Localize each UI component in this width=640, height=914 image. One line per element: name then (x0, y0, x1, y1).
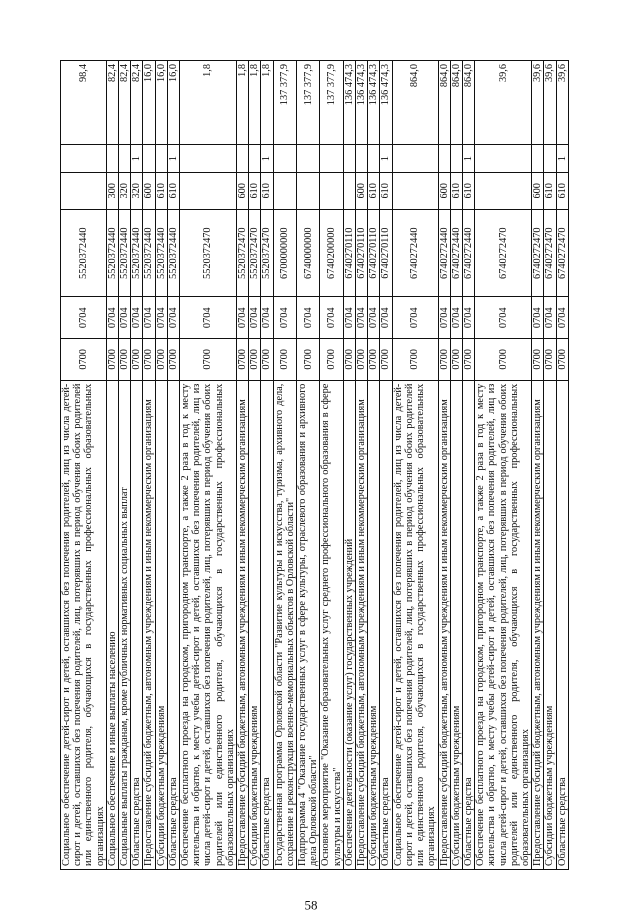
budget-table (60, 60, 569, 870)
funding-source-code (180, 145, 237, 172)
table-row (261, 61, 273, 870)
row-name: Субсидии бюджетным учреждениям (249, 380, 261, 869)
section-code: 0700 (261, 339, 273, 381)
amount: 16,0 (167, 61, 179, 145)
expense-type-code: 610 (249, 172, 261, 209)
funding-source-code (273, 145, 296, 172)
subsection-code: 0704 (119, 297, 131, 339)
section-code: 0700 (450, 339, 462, 381)
amount: 82,4 (106, 61, 118, 145)
subsection-code: 0704 (356, 297, 368, 339)
funding-source-code: 1 (261, 145, 273, 172)
target-article-code: 6740272440 (462, 209, 474, 297)
row-name: Государственная программа Орловской области "Развитие культуры и искусства, туризма, архивного дела, сохранение и реконструкция военно-мемориальных объектов в Орловской области" (273, 380, 296, 869)
section-code: 0700 (237, 339, 249, 381)
subsection-code: 0704 (167, 297, 179, 339)
expense-type-code: 610 (450, 172, 462, 209)
section-code: 0700 (556, 339, 568, 381)
section-code: 0700 (356, 339, 368, 381)
expense-type-code (475, 172, 532, 209)
target-article-code: 5520372470 (180, 209, 237, 297)
section-code: 0700 (249, 339, 261, 381)
amount: 136 474,3 (380, 61, 392, 145)
amount: 39,6 (475, 61, 532, 145)
target-article-code: 6740270110 (380, 209, 392, 297)
funding-source-code (544, 145, 556, 172)
row-name: Обеспечение деятельности (оказание услуг) государственных учреждений (343, 380, 355, 869)
row-name: Обеспечение бесплатного проезда на городском, пригородном транспорте, а также 2 раза в год к месту жительства и обратно, к месту учебы детей-сирот и детей, оставшихся без попечения родителей, лиц из числа детей-сирот и детей, оставшихся без попечения родителей, лиц, потерявших в период обучения обоих родителей или единственного родителя, обучающихся в государственных профессиональных образовательных организациях (180, 380, 237, 869)
table-row (462, 61, 474, 870)
amount: 98,4 (61, 61, 107, 145)
amount: 16,0 (155, 61, 167, 145)
funding-source-code: 1 (556, 145, 568, 172)
amount: 864,0 (462, 61, 474, 145)
row-name: Предоставление субсидий бюджетным, автономным учреждениям и иным некоммерческим организациям (532, 380, 544, 869)
table-row (249, 61, 261, 870)
funding-source-code (143, 145, 155, 172)
subsection-code: 0704 (237, 297, 249, 339)
section-code: 0700 (462, 339, 474, 381)
subsection-code: 0704 (180, 297, 237, 339)
expense-type-code: 300 (106, 172, 118, 209)
amount: 136 474,3 (368, 61, 380, 145)
target-article-code: 6740272470 (544, 209, 556, 297)
target-article-code: 6740000000 (297, 209, 320, 297)
table-row (155, 61, 167, 870)
row-name: Социальное обеспечение детей-сирот и детей, оставшихся без попечения родителей, лиц из числа детей-сирот и детей, оставшихся без попечения родителей, лиц, потерявших в период обучения обоих родителей или единственного родителя, обучающихся в государственных профессиональных образовательных организациях (61, 380, 107, 869)
row-name: Областные средства (261, 380, 273, 869)
subsection-code: 0704 (261, 297, 273, 339)
subsection-code: 0704 (61, 297, 107, 339)
table-row (532, 61, 544, 870)
funding-source-code: 1 (131, 145, 143, 172)
funding-source-code (106, 145, 118, 172)
section-code: 0700 (106, 339, 118, 381)
subsection-code: 0704 (143, 297, 155, 339)
subsection-code: 0704 (343, 297, 355, 339)
expense-type-code: 320 (131, 172, 143, 209)
row-name: Предоставление субсидий бюджетным, автономным учреждениям и иным некоммерческим организациям (237, 380, 249, 869)
target-article-code: 5520372440 (61, 209, 107, 297)
funding-source-code (119, 145, 131, 172)
expense-type-code: 610 (462, 172, 474, 209)
section-code: 0700 (343, 339, 355, 381)
section-code: 0700 (131, 339, 143, 381)
section-code: 0700 (368, 339, 380, 381)
table-row (392, 61, 438, 870)
amount: 136 474,3 (356, 61, 368, 145)
subsection-code: 0704 (368, 297, 380, 339)
expense-type-code: 600 (532, 172, 544, 209)
amount: 137 377,9 (273, 61, 296, 145)
funding-source-code (450, 145, 462, 172)
amount: 39,6 (544, 61, 556, 145)
section-code: 0700 (119, 339, 131, 381)
amount: 136 474,3 (343, 61, 355, 145)
funding-source-code (61, 145, 107, 172)
amount: 864,0 (438, 61, 450, 145)
subsection-code: 0704 (556, 297, 568, 339)
section-code: 0700 (320, 339, 343, 381)
row-name: Областные средства (380, 380, 392, 869)
section-code: 0700 (544, 339, 556, 381)
target-article-code: 6740272440 (438, 209, 450, 297)
expense-type-code: 610 (556, 172, 568, 209)
expense-type-code (320, 172, 343, 209)
table-row (131, 61, 143, 870)
table-row (438, 61, 450, 870)
target-article-code: 6740272440 (450, 209, 462, 297)
table-row (106, 61, 118, 870)
section-code: 0700 (532, 339, 544, 381)
target-article-code: 6740270110 (356, 209, 368, 297)
row-name: Субсидии бюджетным учреждениям (155, 380, 167, 869)
expense-type-code: 600 (143, 172, 155, 209)
expense-type-code: 600 (438, 172, 450, 209)
section-code: 0700 (180, 339, 237, 381)
row-name: Субсидии бюджетным учреждениям (544, 380, 556, 869)
row-name: Подпрограмма 4 "Оказание государственных услуг в сфере культуры, отраслевого образования и архивного дела Орловской области" (297, 380, 320, 869)
subsection-code: 0704 (438, 297, 450, 339)
row-name: Областные средства (462, 380, 474, 869)
funding-source-code (532, 145, 544, 172)
amount: 16,0 (143, 61, 155, 145)
amount: 82,4 (131, 61, 143, 145)
table-row (556, 61, 568, 870)
row-name: Основное мероприятие "Оказание образовательных услуг среднего профессионального образования в сфере культуры и искусства" (320, 380, 343, 869)
table-row (475, 61, 532, 870)
expense-type-code (61, 172, 107, 209)
section-code: 0700 (61, 339, 107, 381)
subsection-code: 0704 (131, 297, 143, 339)
row-name: Областные средства (131, 380, 143, 869)
table-row (237, 61, 249, 870)
table-row (167, 61, 179, 870)
funding-source-code (343, 145, 355, 172)
target-article-code: 5520372440 (106, 209, 118, 297)
table-row (368, 61, 380, 870)
amount: 137 377,9 (297, 61, 320, 145)
page-number: 58 (304, 897, 318, 913)
funding-source-code: 1 (167, 145, 179, 172)
expense-type-code (392, 172, 438, 209)
amount: 1,8 (180, 61, 237, 145)
amount: 1,8 (249, 61, 261, 145)
table-row (450, 61, 462, 870)
row-name: Субсидии бюджетным учреждениям (450, 380, 462, 869)
target-article-code: 5520372440 (119, 209, 131, 297)
section-code: 0700 (155, 339, 167, 381)
amount: 39,6 (532, 61, 544, 145)
table-row (273, 61, 296, 870)
expense-type-code: 320 (119, 172, 131, 209)
row-name: Областные средства (556, 380, 568, 869)
target-article-code: 6740272470 (556, 209, 568, 297)
funding-source-code: 1 (380, 145, 392, 172)
expense-type-code: 610 (380, 172, 392, 209)
target-article-code: 6700000000 (273, 209, 296, 297)
amount: 864,0 (450, 61, 462, 145)
table-row (143, 61, 155, 870)
table-row (380, 61, 392, 870)
table-row (544, 61, 556, 870)
subsection-code: 0704 (106, 297, 118, 339)
subsection-code: 0704 (544, 297, 556, 339)
target-article-code: 6740272470 (475, 209, 532, 297)
section-code: 0700 (392, 339, 438, 381)
section-code: 0700 (143, 339, 155, 381)
row-name: Обеспечение бесплатного проезда на городском, пригородном транспорте, а также 2 раза в год к месту жительства и обратно, к месту учебы детей-сирот и детей, оставшихся без попечения родителей, лиц из числа детей-сирот и детей, оставшихся без попечения родителей, лиц, потерявших в период обучения обоих родителей или единственного родителя, обучающихся в государственных профессиональных образовательных организациях (475, 380, 532, 869)
funding-source-code: 1 (462, 145, 474, 172)
section-code: 0700 (167, 339, 179, 381)
expense-type-code: 610 (544, 172, 556, 209)
row-name: Субсидии бюджетным учреждениям (368, 380, 380, 869)
target-article-code: 5520372470 (237, 209, 249, 297)
subsection-code: 0704 (532, 297, 544, 339)
expense-type-code: 610 (261, 172, 273, 209)
amount: 1,8 (261, 61, 273, 145)
row-name: Областные средства (167, 380, 179, 869)
row-name: Социальное обеспечение и иные выплаты населению (106, 380, 118, 869)
amount: 864,0 (392, 61, 438, 145)
target-article-code: 6740272440 (392, 209, 438, 297)
funding-source-code (249, 145, 261, 172)
table-row (356, 61, 368, 870)
row-name: Предоставление субсидий бюджетным, автономным учреждениям и иным некоммерческим организациям (438, 380, 450, 869)
funding-source-code (320, 145, 343, 172)
subsection-code: 0704 (392, 297, 438, 339)
subsection-code: 0704 (249, 297, 261, 339)
funding-source-code (392, 145, 438, 172)
target-article-code: 6740270110 (368, 209, 380, 297)
subsection-code: 0704 (380, 297, 392, 339)
subsection-code: 0704 (462, 297, 474, 339)
section-code: 0700 (475, 339, 532, 381)
row-name: Предоставление субсидий бюджетным, автономным учреждениям и иным некоммерческим организациям (356, 380, 368, 869)
subsection-code: 0704 (155, 297, 167, 339)
table-row (180, 61, 237, 870)
row-name: Предоставление субсидий бюджетным, автономным учреждениям и иным некоммерческим организациям (143, 380, 155, 869)
table-row (119, 61, 131, 870)
amount: 1,8 (237, 61, 249, 145)
row-name: Социальные выплаты гражданам, кроме публичных нормативных социальных выплат (119, 380, 131, 869)
expense-type-code (343, 172, 355, 209)
subsection-code: 0704 (320, 297, 343, 339)
funding-source-code (297, 145, 320, 172)
section-code: 0700 (273, 339, 296, 381)
rotated-page (60, 60, 568, 913)
table-row (343, 61, 355, 870)
row-name: Социальное обеспечение детей-сирот и детей, оставшихся без попечения родителей, лиц из числа детей-сирот и детей, оставшихся без попечения родителей, лиц, потерявших в период обучения обоих родителей или единственного родителя, обучающихся в государственных профессиональных образовательных организациях (392, 380, 438, 869)
amount: 39,6 (556, 61, 568, 145)
target-article-code: 5520372440 (155, 209, 167, 297)
section-code: 0700 (380, 339, 392, 381)
funding-source-code (475, 145, 532, 172)
target-article-code: 6740272470 (532, 209, 544, 297)
target-article-code: 5520372440 (167, 209, 179, 297)
table-row (297, 61, 320, 870)
subsection-code: 0704 (273, 297, 296, 339)
expense-type-code (273, 172, 296, 209)
funding-source-code (155, 145, 167, 172)
expense-type-code (297, 172, 320, 209)
subsection-code: 0704 (297, 297, 320, 339)
section-code: 0700 (438, 339, 450, 381)
table-row (320, 61, 343, 870)
section-code: 0700 (297, 339, 320, 381)
target-article-code: 6740270110 (343, 209, 355, 297)
target-article-code: 5520372470 (249, 209, 261, 297)
subsection-code: 0704 (450, 297, 462, 339)
expense-type-code: 610 (167, 172, 179, 209)
expense-type-code: 600 (356, 172, 368, 209)
funding-source-code (237, 145, 249, 172)
amount: 82,4 (119, 61, 131, 145)
target-article-code: 5520372440 (131, 209, 143, 297)
funding-source-code (368, 145, 380, 172)
expense-type-code: 610 (155, 172, 167, 209)
target-article-code: 5520372440 (143, 209, 155, 297)
target-article-code: 5520372470 (261, 209, 273, 297)
expense-type-code: 610 (368, 172, 380, 209)
table-row (61, 61, 107, 870)
budget-table-body (61, 61, 569, 870)
expense-type-code (180, 172, 237, 209)
expense-type-code: 600 (237, 172, 249, 209)
target-article-code: 6740200000 (320, 209, 343, 297)
amount: 137 377,9 (320, 61, 343, 145)
funding-source-code (438, 145, 450, 172)
subsection-code: 0704 (475, 297, 532, 339)
funding-source-code (356, 145, 368, 172)
